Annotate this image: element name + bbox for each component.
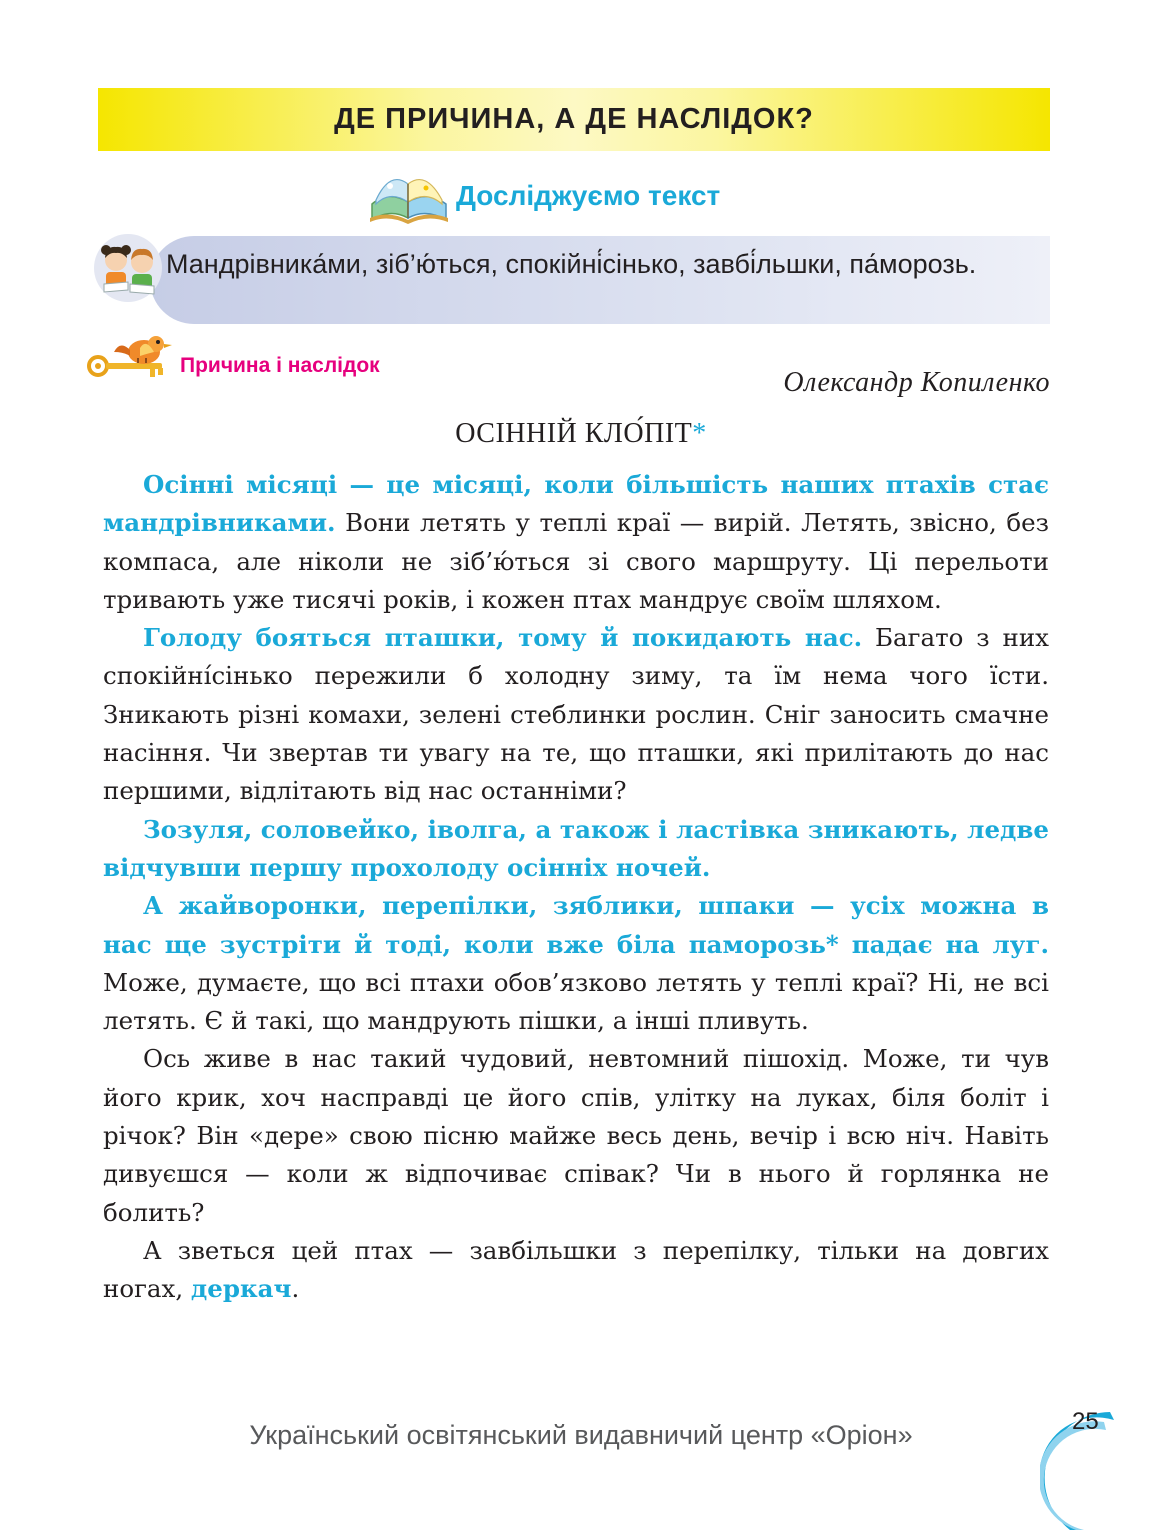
story-paragraph — [103, 619, 1049, 810]
highlight-sentence: А жайворонки, перепілки, зяблики, шпаки — усіх можна в нас ще зустріти й тоді, коли вже біла паморозь* падає на луг. — [103, 891, 1049, 959]
story-paragraph — [103, 887, 1049, 1040]
story-paragraph — [103, 466, 1049, 619]
publisher-footer — [0, 1420, 1162, 1451]
title-banner — [98, 88, 1050, 151]
highlight-sentence: Осінні місяці — це місяці, коли більшість наших птахів стає мандрівниками. — [103, 470, 1049, 538]
highlight-sentence: Зозуля, соловейко, іволга, а також і ластівка зникають, ледве відчувши першу прохолоду осінніх ночей. — [103, 814, 1049, 882]
section-label: Причина і наслідок — [180, 354, 380, 377]
story-body — [103, 466, 1049, 1309]
explore-heading — [368, 166, 720, 226]
footnote-star: * — [692, 418, 707, 449]
key-bird-icon — [84, 330, 178, 384]
story-title-text: ОСІННІЙ КЛО́ПІТ — [455, 418, 693, 449]
paragraph-text: Вони летять у теплі краї — вирій. Летять, звісно, без компаса, але ніколи не зіб’ю́ться зі свого маршруту. Ці перельоти тривають уже тисячі років, і кожен птах мандрує своїм шляхом. — [103, 508, 1049, 614]
paragraph-text: А зветься цей птах — завбільшки з перепілку, тільки на довгих ногах, — [103, 1235, 1049, 1304]
kids-reading-icon — [92, 232, 166, 302]
story-paragraph — [103, 1232, 1049, 1309]
paragraph-text: Багато з них спокійні́сінько пережили б холодну зиму, та їм нема чого їсти. Зникають різні комахи, зелені стеблинки рослин. Сніг заносить смачне насіння. Чи звертав ти увагу на те, що пташки, які прилітають до нас першими, відлітають від нас останніми? — [103, 623, 1050, 806]
highlight-sentence: Голоду бояться пташки, тому й покидають нас. — [143, 623, 863, 653]
stress-words-text: Мандрівника́ми, зіб’ю́ться, спокійні́сінько, завбі́льшки, па́морозь. — [166, 249, 977, 279]
paragraph-text: Ось живе в нас такий чудовий, невтомний пішохід. Може, ти чув його крик, хоч насправді це його спів, улітку на луках, біля боліт і річок? Він «дере» свою пісню майже весь день, вечір і всю ніч. Навіть дивуєшся — коли ж відпочиває співак? Чи в нього й горлянка не болить? — [103, 1044, 1049, 1227]
open-book-icon — [368, 164, 450, 229]
paragraph-tail: . — [291, 1274, 300, 1304]
story-paragraph — [103, 811, 1049, 888]
page-number: 25 — [1072, 1408, 1099, 1435]
explore-label: Досліджуємо текст — [456, 180, 721, 211]
page-corner-arc — [1040, 1408, 1162, 1530]
page-title: ДЕ ПРИЧИНА, А ДЕ НАСЛІДОК? — [334, 103, 814, 135]
story-author: Олександр Копиленко — [783, 367, 1050, 398]
bird-name-highlight: деркач — [190, 1274, 292, 1304]
paragraph-text: Може, думаєте, що всі птахи обов’язково летять у теплі краї? Ні, не всі летять. Є й такі, що мандрують пішки, а інші пливуть. — [103, 967, 1049, 1036]
story-title — [0, 418, 1162, 450]
story-paragraph — [103, 1040, 1049, 1231]
publisher-name: Український освітянський видавничий центр «Оріон» — [249, 1420, 913, 1450]
